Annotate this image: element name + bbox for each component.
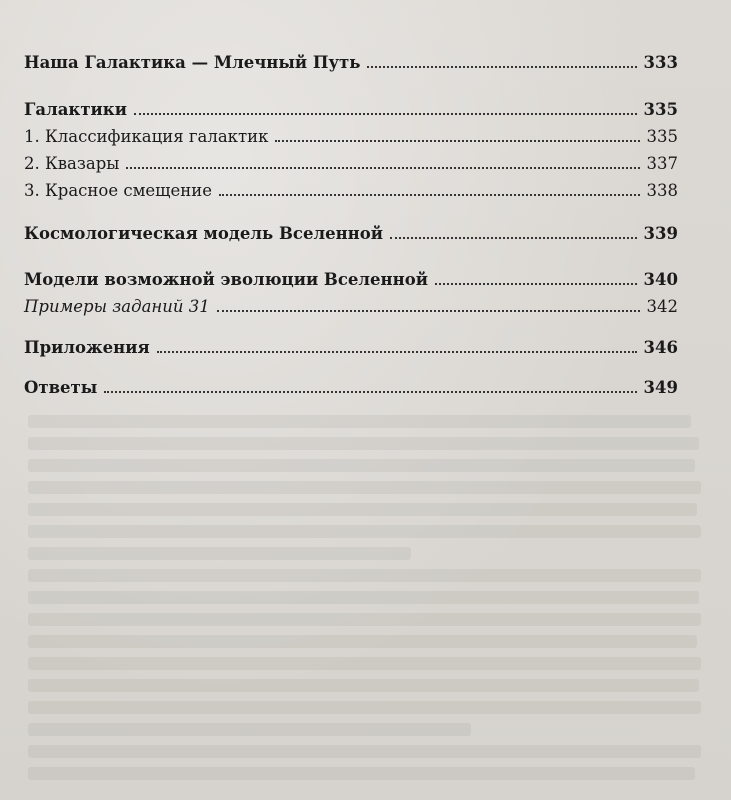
toc-entry-page: 337 <box>646 154 678 173</box>
bleed-through-line <box>28 415 691 428</box>
leader-dots <box>219 194 639 196</box>
bleed-through-line <box>28 701 701 714</box>
leader-dots <box>390 237 637 239</box>
bleed-through-line <box>28 525 701 538</box>
toc-entry-page: 335 <box>643 100 678 119</box>
bleed-through-line <box>28 569 701 582</box>
toc-entry-title: Приложения <box>24 338 150 357</box>
bleed-through-line <box>28 679 699 692</box>
toc-entry <box>24 296 678 318</box>
toc-entry-title: Примеры заданий 31 <box>24 297 210 316</box>
bleed-through-line <box>28 547 411 560</box>
toc-entry <box>24 337 678 359</box>
toc-entry-title: Галактики <box>24 100 127 119</box>
leader-dots <box>435 283 637 285</box>
toc-entry <box>24 223 678 245</box>
leader-dots <box>134 113 637 115</box>
toc-entry-page: 349 <box>643 378 678 397</box>
toc-entry <box>24 153 678 175</box>
toc-entry-title: 2. Квазары <box>24 154 120 173</box>
bleed-through-line <box>28 635 697 648</box>
toc-entry <box>24 52 678 74</box>
leader-dots <box>275 140 639 142</box>
bleed-through-line <box>28 591 699 604</box>
toc-entry <box>24 377 678 399</box>
toc-entry-page: 339 <box>643 224 678 243</box>
toc-entry <box>24 269 678 291</box>
toc-entry <box>24 126 678 148</box>
leader-dots <box>367 66 636 68</box>
bleed-through-line <box>28 437 699 450</box>
bleed-through-line <box>28 767 695 780</box>
bleed-through-line <box>28 745 701 758</box>
bleed-through-line <box>28 459 695 472</box>
leader-dots <box>104 391 636 393</box>
toc-entry <box>24 99 678 121</box>
toc-entry-title: 3. Красное смещение <box>24 181 213 200</box>
bleed-through-line <box>28 657 701 670</box>
toc-entry-title: Космологическая модель Вселенной <box>24 224 383 243</box>
leader-dots <box>157 351 637 353</box>
toc-entry-page: 342 <box>646 297 678 316</box>
bleed-through-line <box>28 503 697 516</box>
toc-entry <box>24 180 678 202</box>
leader-dots <box>217 310 640 312</box>
bleed-through-line <box>28 613 701 626</box>
toc-entry-title: Ответы <box>24 378 98 397</box>
toc-entry-page: 346 <box>643 338 678 357</box>
toc-entry-page: 333 <box>643 53 678 72</box>
bleed-through-line <box>28 723 471 736</box>
toc-entry-page: 340 <box>643 270 678 289</box>
toc-entry-title: 1. Классификация галактик <box>24 127 269 146</box>
leader-dots <box>126 167 639 169</box>
toc-entry-title: Наша Галактика — Млечный Путь <box>24 53 361 72</box>
toc-entry-title: Модели возможной эволюции Вселенной <box>24 270 428 289</box>
toc-entry-page: 335 <box>646 127 678 146</box>
bleed-through-line <box>28 481 701 494</box>
toc-entry-page: 338 <box>646 181 678 200</box>
